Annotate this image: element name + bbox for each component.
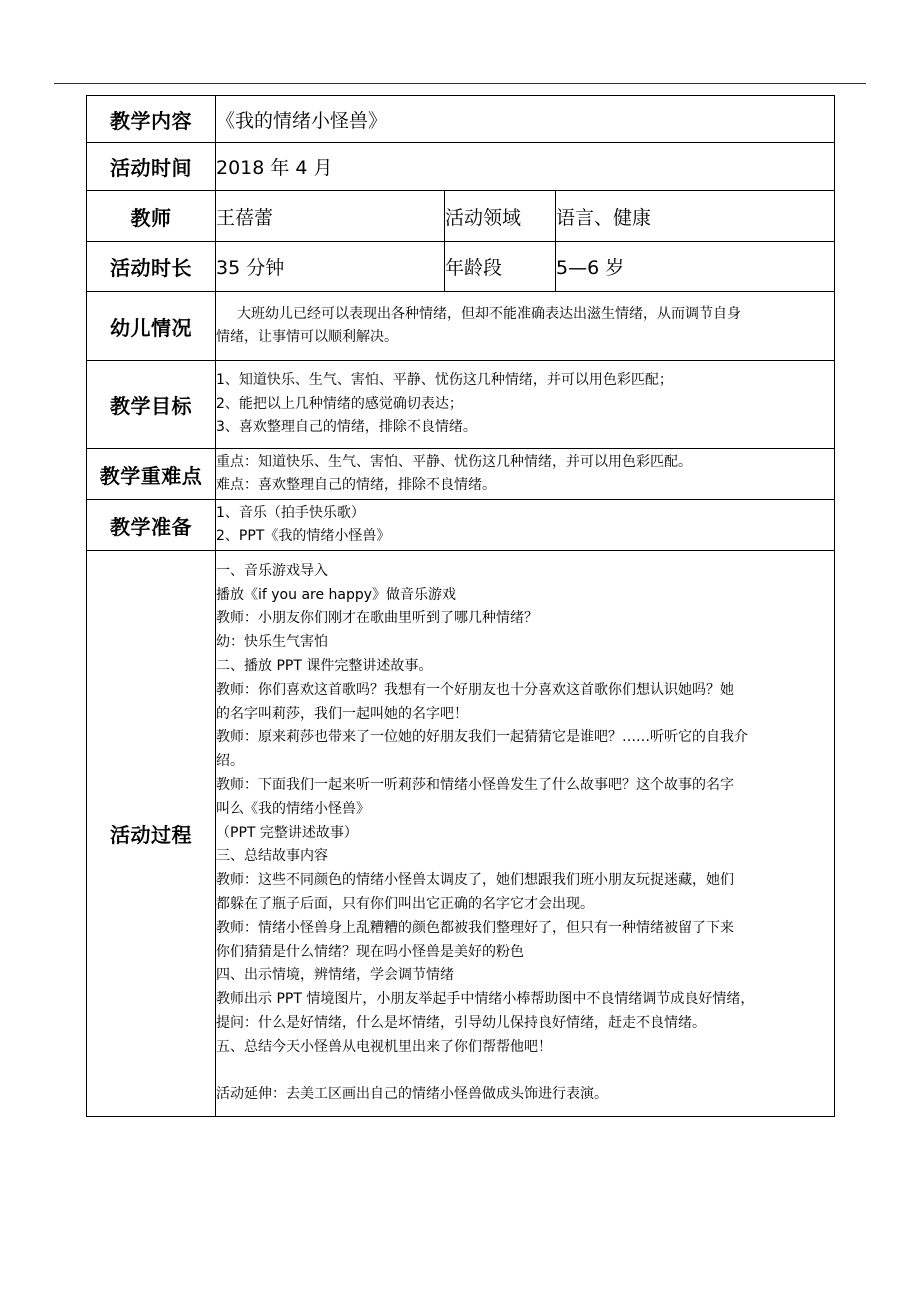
value-time: 2018 年 4 月 xyxy=(216,143,835,191)
goal-line: 3、喜欢整理自己的情绪，排除不良情绪。 xyxy=(216,419,477,436)
row-situation xyxy=(87,292,835,361)
value-preparation xyxy=(216,500,835,551)
process-line: 教师：小朋友你们刚才在歌曲里听到了哪几种情绪？ xyxy=(216,610,538,627)
process-line: 活动延伸：去美工区画出自己的情绪小怪兽做成头饰进行表演。 xyxy=(216,1086,608,1103)
blank-line xyxy=(216,1060,834,1084)
process-line: 一、音乐游戏导入 xyxy=(216,562,328,579)
row-preparation xyxy=(87,500,835,551)
label-goals: 教学目标 xyxy=(87,361,216,449)
process-line: 教师：下面我们一起来听一听莉莎和情绪小怪兽发生了什么故事吧？这个故事的名字 xyxy=(216,777,734,793)
label-age: 年龄段 xyxy=(445,242,556,292)
process-line: 三、总结故事内容 xyxy=(216,848,328,865)
goal-line: 2、能把以上几种情绪的感觉确切表达； xyxy=(216,395,463,412)
process-line: （PPT 完整讲述故事） xyxy=(216,824,358,841)
lesson-plan-table xyxy=(86,95,835,1117)
process-line: 教师：这些不同颜色的情绪小怪兽太调皮了，她们想跟我们班小朋友玩捉迷藏，她们 xyxy=(216,872,734,889)
process-line: 教师：情绪小怪兽身上乱糟糟的颜色都被我们整理好了，但只有一种情绪被留了下来 xyxy=(216,919,734,936)
process-line: 播放《if you are happy》做音乐游戏 xyxy=(216,586,457,603)
process-line: 你们猜猜是什么情绪？现在吗小怪兽是美好的粉色 xyxy=(216,943,524,960)
value-duration: 35 分钟 xyxy=(216,242,445,292)
key-point-line: 重点：知道快乐、生气、害怕、平静、忧伤这几种情绪，并可以用色彩匹配。 xyxy=(216,453,692,470)
row-duration xyxy=(87,242,835,292)
row-goals xyxy=(87,361,835,449)
value-goals xyxy=(216,361,835,449)
process-line: 教师：你们喜欢这首歌吗？我想有一个好朋友也十分喜欢这首歌你们想认识她吗？她 xyxy=(216,681,734,698)
value-field: 语言、健康 xyxy=(556,191,835,242)
process-line: 的名字叫莉莎，我们一起叫她的名字吧！ xyxy=(216,705,468,722)
preparation-line: 2、PPT《我的情绪小怪兽》 xyxy=(216,528,391,544)
situation-line: 情绪，让事情可以顺利解决。 xyxy=(216,329,398,345)
key-point-line: 难点：喜欢整理自己的情绪，排除不良情绪。 xyxy=(216,477,496,493)
value-key-points xyxy=(216,449,835,500)
value-process xyxy=(216,551,835,1117)
row-content xyxy=(87,96,835,143)
process-line: 绍。 xyxy=(216,753,244,770)
row-key-points xyxy=(87,449,835,500)
process-line: 提问：什么是好情绪，什么是坏情绪，引导幼儿保持良好情绪，赶走不良情绪。 xyxy=(216,1014,706,1031)
label-field: 活动领域 xyxy=(445,191,556,242)
header-rule xyxy=(54,83,866,84)
label-duration: 活动时长 xyxy=(87,242,216,292)
value-content: 《我的情绪小怪兽》 xyxy=(216,96,835,143)
value-situation xyxy=(216,292,835,361)
process-line: 二、播放 PPT 课件完整讲述故事。 xyxy=(216,658,433,675)
process-line: 教师出示 PPT 情境图片，小朋友举起手中情绪小棒帮助图中不良情绪调节成良好情绪， xyxy=(216,991,755,1008)
process-line: 幼：快乐生气害怕 xyxy=(216,634,328,651)
row-teacher xyxy=(87,191,835,242)
process-line: 五、总结今天小怪兽从电视机里出来了你们帮帮他吧！ xyxy=(216,1038,552,1055)
row-time xyxy=(87,143,835,191)
process-line: 叫么《我的情绪小怪兽》 xyxy=(216,800,370,817)
situation-line: 大班幼儿已经可以表现出各种情绪，但却不能准确表达出滋生情绪，从而调节自身 xyxy=(237,305,741,322)
value-teacher: 王蓓蕾 xyxy=(216,191,445,242)
process-line: 四、出示情境，辨情绪，学会调节情绪 xyxy=(216,967,454,984)
label-preparation: 教学准备 xyxy=(87,500,216,551)
label-situation: 幼儿情况 xyxy=(87,292,216,361)
label-time: 活动时间 xyxy=(87,143,216,191)
process-line: 都躲在了瓶子后面，只有你们叫出它正确的名字它才会出现。 xyxy=(216,895,594,912)
label-process: 活动过程 xyxy=(87,551,216,1117)
goal-line: 1、知道快乐、生气、害怕、平静、忧伤这几种情绪，并可以用色彩匹配； xyxy=(216,372,673,389)
row-process xyxy=(87,551,835,1117)
value-age: 5—6 岁 xyxy=(556,242,835,292)
process-line: 教师：原来莉莎也带来了一位她的好朋友我们一起猜猜它是谁吧？……听听它的自我介 xyxy=(216,729,748,746)
label-content: 教学内容 xyxy=(87,96,216,143)
label-key-points: 教学重难点 xyxy=(87,449,216,500)
label-teacher: 教师 xyxy=(87,191,216,242)
preparation-line: 1、音乐（拍手快乐歌） xyxy=(216,504,365,521)
